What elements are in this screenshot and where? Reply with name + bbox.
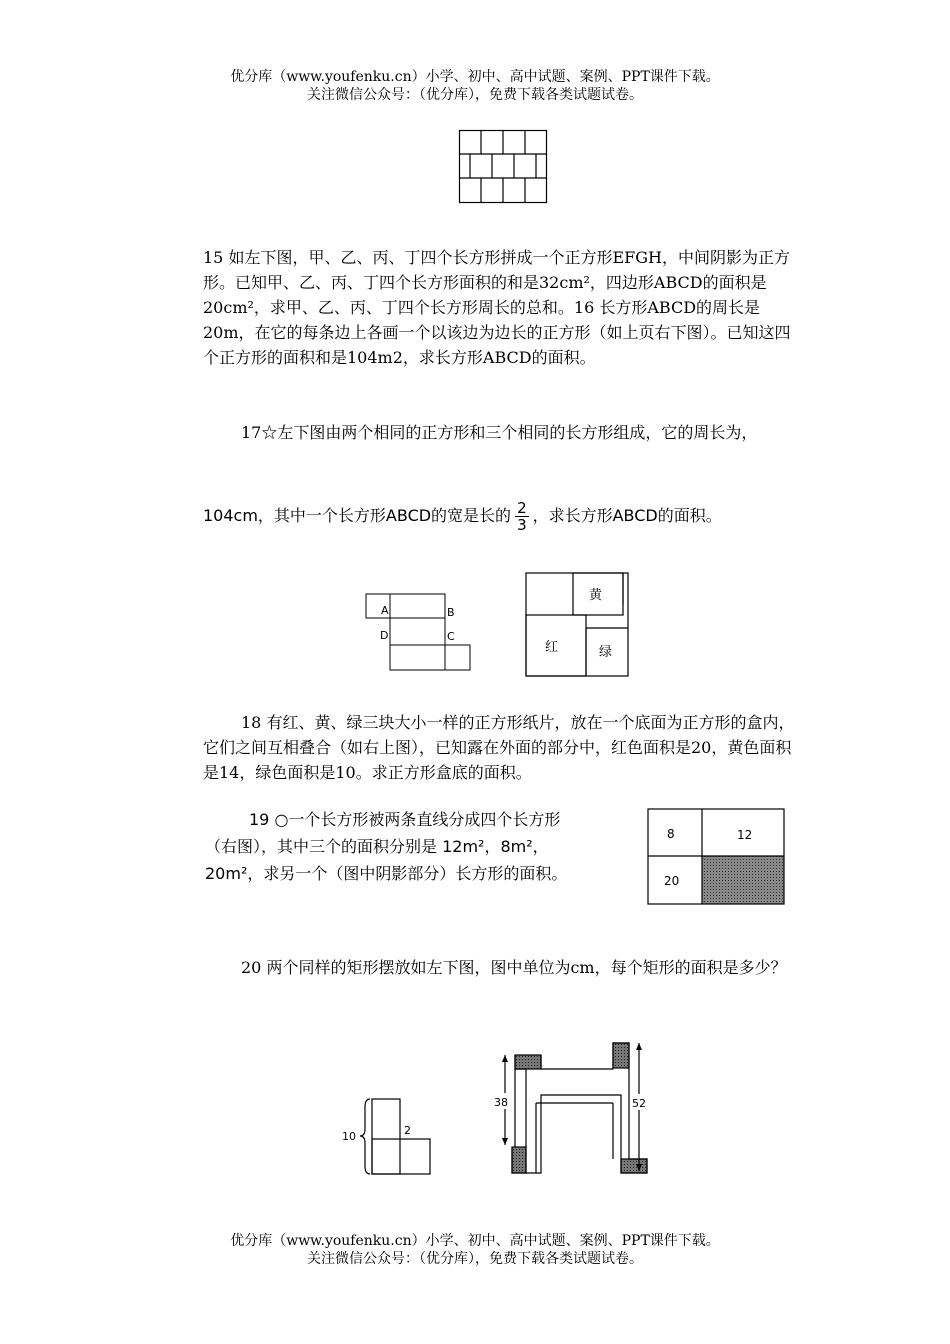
problem-17-text-b: ，求长方形ABCD的面积。 <box>532 506 722 525</box>
page-header-line1: 优分库（www.youfenku.cn）小学、初中、高中试题、案例、PPT课件下载。 <box>230 69 720 85</box>
problem-17-line1: 17☆左下图由两个相同的正方形和三个相同的长方形组成，它的周长为， <box>241 423 758 442</box>
problem-15-16: 15 如左下图，甲、乙、丙、丁四个长方形拼成一个正方形EFGH，中间阴影为正方形。已知甲、乙、丙、丁四个长方形面积的和是32cm²，四边形ABCD的面积是20cm²，求甲、乙、丙、丁四个长方形周长的总和。16 长方形ABCD的周长是20m，在它的每条边上各画一个以该边为边长的正方形（如上页右下图）。已知这四个正方形的面积和是104m2，求长方形ABCD的面积。 <box>203 248 791 367</box>
fraction-two-thirds <box>515 500 529 533</box>
value-12: 12 <box>737 828 753 842</box>
shaded-rectangle <box>702 856 784 904</box>
figure-19-grid <box>647 808 787 908</box>
label-38: 38 <box>494 1096 508 1109</box>
page-footer-line1: 优分库（www.youfenku.cn）小学、初中、高中试题、案例、PPT课件下载。 <box>230 1233 720 1249</box>
label-c: C <box>447 630 455 643</box>
brick-pattern-figure <box>459 130 549 205</box>
figure-20-right <box>495 1035 665 1180</box>
figure-18-box <box>525 572 635 680</box>
problem-19 <box>205 806 595 887</box>
fraction-numerator: 2 <box>517 499 527 517</box>
label-d: D <box>380 629 389 642</box>
problem-17-line2 <box>203 500 803 533</box>
label-52: 52 <box>632 1097 646 1110</box>
fraction-denominator: 3 <box>517 516 527 534</box>
label-height-10: 10 <box>342 1130 356 1143</box>
value-8: 8 <box>667 827 675 841</box>
label-green: 绿 <box>599 645 613 660</box>
figure-17-rectangles <box>360 590 480 675</box>
figure-20-left <box>340 1095 440 1180</box>
problem-19-text: 19 ○一个长方形被两条直线分成四个长方形（右图），其中三个的面积分别是 12m²，8m²， 20m²，求另一个（图中阴影部分）长方形的面积。 <box>205 810 568 883</box>
label-width-2: 2 <box>404 1124 411 1137</box>
value-20: 20 <box>664 874 680 888</box>
label-red: 红 <box>545 640 559 655</box>
page-header-line2: 关注微信公众号：（优分库），免费下载各类试题试卷。 <box>307 87 643 103</box>
page-footer-line2: 关注微信公众号：（优分库），免费下载各类试题试卷。 <box>307 1251 643 1267</box>
problem-20: 20 两个同样的矩形摆放如左下图，图中单位为cm，每个矩形的面积是多少？ <box>241 958 787 977</box>
problem-18: 18 有红、黄、绿三块大小一样的正方形纸片，放在一个底面为正方形的盒内，它们之间互相叠合（如右上图），已知露在外面的部分中，红色面积是20，黄色面积是14，绿色面积是10。求正方形盒底的面积。 <box>203 713 795 782</box>
label-yellow: 黄 <box>589 588 603 603</box>
problem-17-text-a: 104cm，其中一个长方形ABCD的宽是长的 <box>203 506 512 525</box>
label-a: A <box>381 604 389 617</box>
label-b: B <box>447 606 455 619</box>
